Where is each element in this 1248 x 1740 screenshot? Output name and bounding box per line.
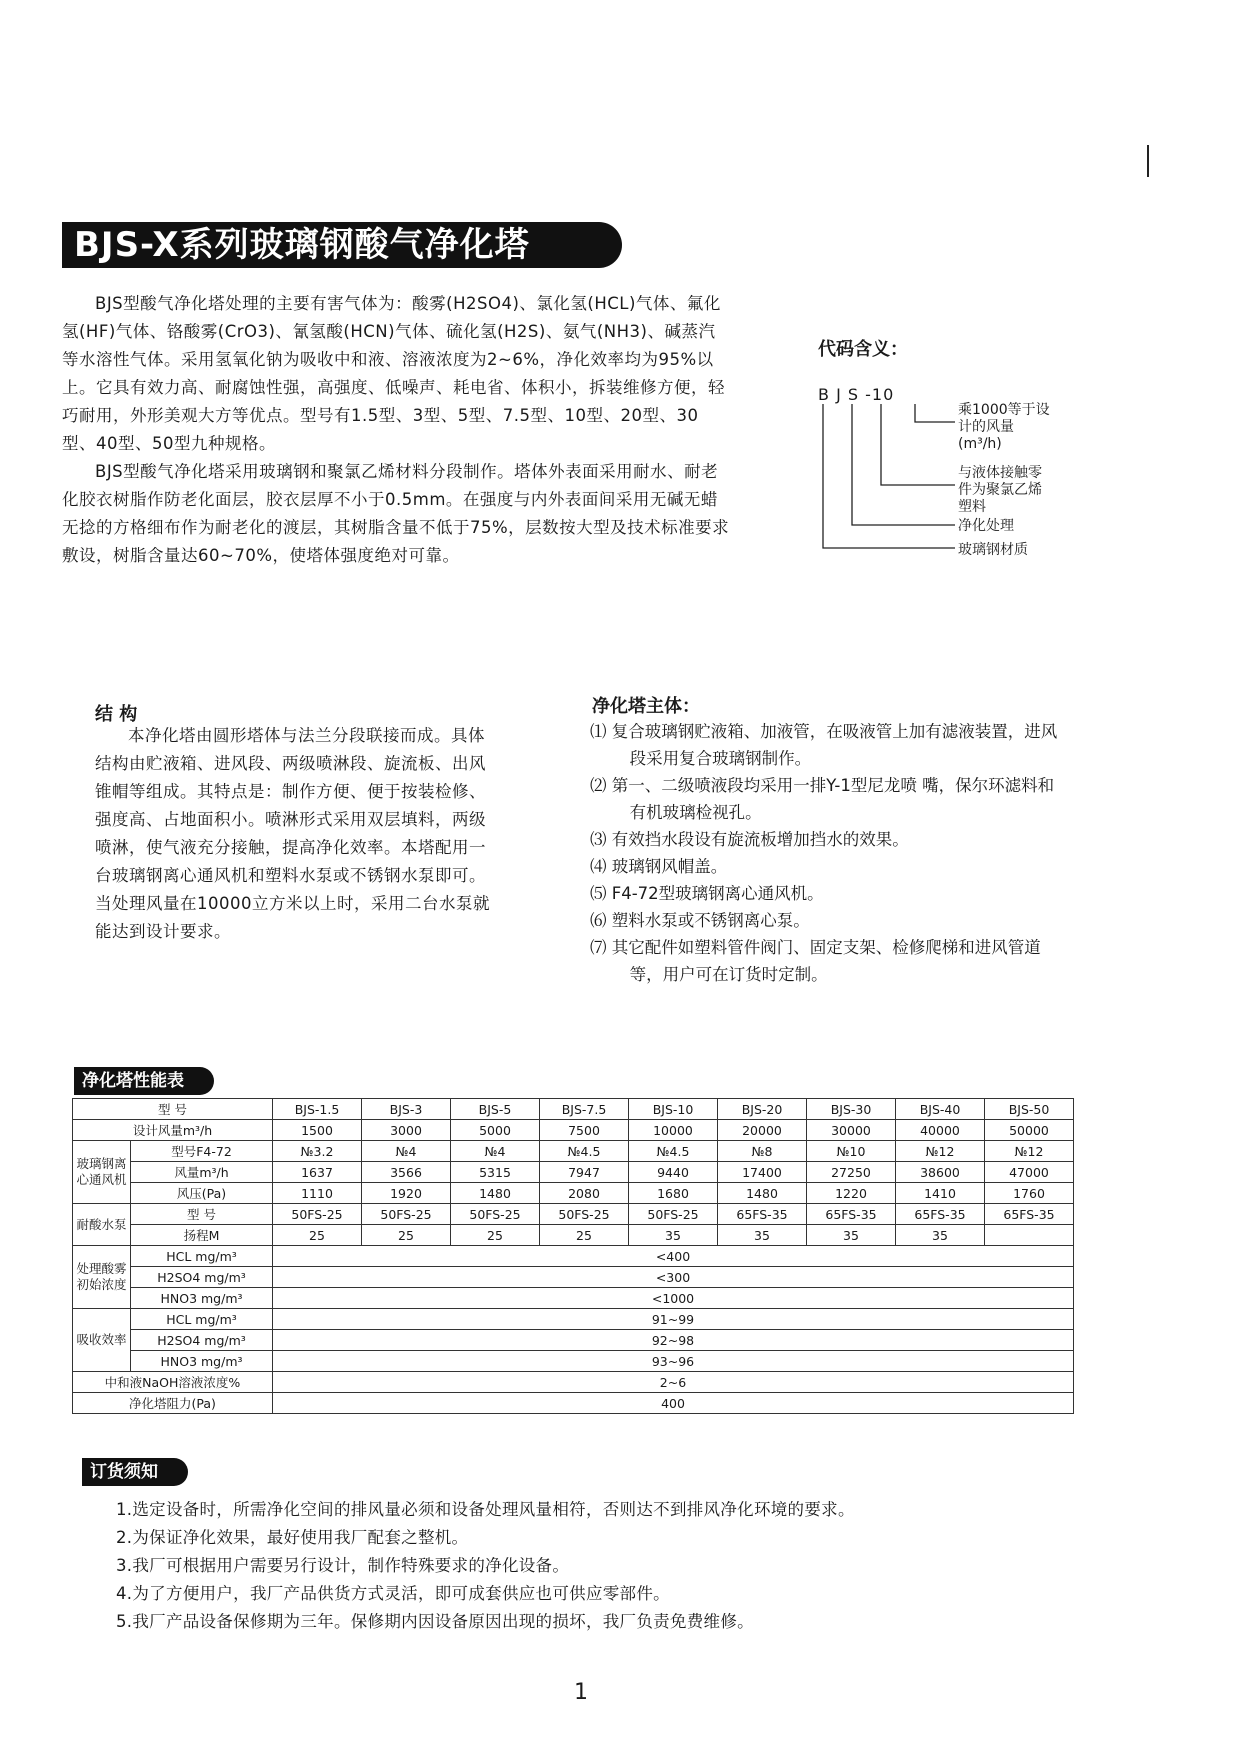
table-cell: 40000 <box>896 1120 985 1141</box>
main-body-heading: 净化塔主体： <box>592 696 700 717</box>
table-cell: 50000 <box>985 1120 1074 1141</box>
table-cell: 65FS-35 <box>896 1204 985 1225</box>
table-cell: 50FS-25 <box>629 1204 718 1225</box>
table-cell: BJS-40 <box>896 1099 985 1120</box>
naoh-label: 中和液NaOH溶液浓度% <box>73 1372 273 1393</box>
table-row <box>73 1246 1074 1267</box>
order-notes-list <box>116 1496 1116 1636</box>
table-row <box>73 1120 1074 1141</box>
table-cell: 17400 <box>718 1162 807 1183</box>
table-cell: 35 <box>807 1225 896 1246</box>
table-cell: 92~98 <box>273 1330 1074 1351</box>
eff-label: HNO3 mg/m³ <box>131 1351 273 1372</box>
table-cell: 1220 <box>807 1183 896 1204</box>
table-cell: 50FS-25 <box>540 1204 629 1225</box>
page-title: BJS-X系列玻璃钢酸气净化塔 <box>62 222 622 268</box>
table-cell: 1410 <box>896 1183 985 1204</box>
intro-paragraph-2: BJS型酸气净化塔采用玻璃钢和聚氯乙烯材料分段制作。塔体外表面采用耐水、耐老化胶衣树脂作防老化面层，胶衣层厚不小于0.5mm。在强度与内外表面间采用无碱无蜡无捻的方格细布作为耐老化的渡层，其树脂含量不低于75%，层数按大型及技术标准要求敷设，树脂含量达60~70%，使塔体强度绝对可靠。 <box>62 462 730 565</box>
table-cell: 1680 <box>629 1183 718 1204</box>
intro-paragraph-1: BJS型酸气净化塔处理的主要有害气体为：酸雾(H2SO4)、氯化氢(HCL)气体、氟化氢(HF)气体、铬酸雾(CrO3)、氰氢酸(HCN)气体、硫化氢(H2S)、氨气(NH3)、碱蒸汽等水溶性气体。采用氢氧化钠为吸收中和液、溶液浓度为2~6%，净化效率均为95%以上。它具有效力高、耐腐蚀性强，高强度、低噪声、耗电省、体积小，拆装维修方便，轻巧耐用，外形美观大方等优点。型号有1.5型、3型、5型、7.5型、10型、20型、30型、40型、50型九种规格。 <box>62 294 725 453</box>
table-cell: №3.2 <box>273 1141 362 1162</box>
structure-heading: 结 构 <box>95 704 138 725</box>
table-cell: BJS-1.5 <box>273 1099 362 1120</box>
table-cell: <400 <box>273 1246 1074 1267</box>
table-cell: 27250 <box>807 1162 896 1183</box>
table-cell: 1480 <box>718 1183 807 1204</box>
list-item: 2.为保证净化效果，最好使用我厂配套之整机。 <box>116 1528 469 1547</box>
init-label: H2SO4 mg/m³ <box>131 1267 273 1288</box>
table-cell: 50FS-25 <box>451 1204 540 1225</box>
table-cell: 35 <box>896 1225 985 1246</box>
table-row <box>73 1225 1074 1246</box>
fan-model-label: 型号F4-72 <box>131 1141 273 1162</box>
table-row <box>73 1393 1074 1414</box>
init-group-label: 处理酸雾初始浓度 <box>73 1246 131 1309</box>
table-cell: 25 <box>451 1225 540 1246</box>
table-cell: 65FS-35 <box>985 1204 1074 1225</box>
table-row <box>73 1141 1074 1162</box>
table-cell: 25 <box>362 1225 451 1246</box>
resist-label: 净化塔阻力(Pa) <box>73 1393 273 1414</box>
table-row <box>73 1288 1074 1309</box>
table-cell: 38600 <box>896 1162 985 1183</box>
table-cell: 1500 <box>273 1120 362 1141</box>
table-cell: №4 <box>451 1141 540 1162</box>
table-cell: №10 <box>807 1141 896 1162</box>
code-diagram-lines <box>815 400 965 560</box>
table-cell: 7500 <box>540 1120 629 1141</box>
list-item: ⑹ 塑料水泵或不锈钢离心泵。 <box>590 911 810 930</box>
table-cell: 7947 <box>540 1162 629 1183</box>
list-item: ⑺ 其它配件如塑料管件阀门、固定支架、检修爬梯和进风管道等，用户可在订货时定制。 <box>590 938 1041 984</box>
eff-label: H2SO4 mg/m³ <box>131 1330 273 1351</box>
init-label: HNO3 mg/m³ <box>131 1288 273 1309</box>
code-label-frp: 玻璃钢材质 <box>958 542 1028 558</box>
table-cell: <300 <box>273 1267 1074 1288</box>
table-cell: BJS-50 <box>985 1099 1074 1120</box>
table-row <box>73 1204 1074 1225</box>
table-row <box>73 1183 1074 1204</box>
list-item: ⑶ 有效挡水段设有旋流板增加挡水的效果。 <box>590 830 909 849</box>
table-cell: 3000 <box>362 1120 451 1141</box>
table-row <box>73 1372 1074 1393</box>
table-cell: BJS-20 <box>718 1099 807 1120</box>
table-cell: <1000 <box>273 1288 1074 1309</box>
table-cell: 47000 <box>985 1162 1074 1183</box>
airflow-label: 设计风量m³/h <box>73 1120 273 1141</box>
eff-group-label: 吸收效率 <box>73 1309 131 1372</box>
list-item: 4.为了方便用户，我厂产品供货方式灵活，即可成套供应也可供应零部件。 <box>116 1584 670 1603</box>
fan-air-label: 风量m³/h <box>131 1162 273 1183</box>
init-label: HCL mg/m³ <box>131 1246 273 1267</box>
table-cell: 65FS-35 <box>718 1204 807 1225</box>
fan-group-label: 玻璃钢离心通风机 <box>73 1141 131 1204</box>
code-meaning-title: 代码含义： <box>818 339 908 360</box>
fan-pressure-label: 风压(Pa) <box>131 1183 273 1204</box>
table-cell: 5315 <box>451 1162 540 1183</box>
intro-text <box>62 290 732 570</box>
table-cell: №8 <box>718 1141 807 1162</box>
table-cell: 1110 <box>273 1183 362 1204</box>
pump-group-label: 耐酸水泵 <box>73 1204 131 1246</box>
table-cell: 50FS-25 <box>362 1204 451 1225</box>
table-cell: 9440 <box>629 1162 718 1183</box>
table-cell: №4.5 <box>629 1141 718 1162</box>
table-cell: 5000 <box>451 1120 540 1141</box>
table-cell: №4 <box>362 1141 451 1162</box>
table-row <box>73 1267 1074 1288</box>
list-item: ⑸ F4-72型玻璃钢离心通风机。 <box>590 884 824 903</box>
table-cell: 35 <box>718 1225 807 1246</box>
table-cell: 2~6 <box>273 1372 1074 1393</box>
table-cell: 25 <box>273 1225 362 1246</box>
structure-paragraph: 本净化塔由圆形塔体与法兰分段联接而成。具体结构由贮液箱、进风段、两级喷淋段、旋流板、出风锥帽等组成。其特点是：制作方便、便于按装检修、强度高、占地面积小。喷淋形式采用双层填料，两级喷淋，使气液充分接触，提高净化效率。本塔配用一台玻璃钢离心通风机和塑料水泵或不锈钢水泵即可。当处理风量在10000立方米以上时，采用二台水泵就能达到设计要求。 <box>95 726 490 941</box>
code-label-airflow: 乘1000等于设计的风量(m³/h) <box>958 402 1050 452</box>
table-cell: BJS-7.5 <box>540 1099 629 1120</box>
list-item: ⑷ 玻璃钢风帽盖。 <box>590 857 728 876</box>
table-cell: 65FS-35 <box>807 1204 896 1225</box>
table-cell: BJS-3 <box>362 1099 451 1120</box>
margin-mark <box>1147 145 1149 177</box>
list-item: 5.我厂产品设备保修期为三年。保修期内因设备原因出现的损坏，我厂负责免费维修。 <box>116 1612 754 1631</box>
page-number: 1 <box>574 1680 588 1705</box>
table-cell: 2080 <box>540 1183 629 1204</box>
pump-model-label: 型 号 <box>131 1204 273 1225</box>
table-cell: BJS-5 <box>451 1099 540 1120</box>
main-body-list <box>590 718 1060 988</box>
table-row <box>73 1351 1074 1372</box>
list-item: ⑴ 复合玻璃钢贮液箱、加液管，在吸液管上加有滤液装置，进风段采用复合玻璃钢制作。 <box>590 722 1058 768</box>
list-item: 1.选定设备时，所需净化空间的排风量必须和设备处理风量相符，否则达不到排风净化环境的要求。 <box>116 1500 855 1519</box>
table-cell: №12 <box>896 1141 985 1162</box>
structure-text <box>95 722 495 946</box>
table-cell: 1480 <box>451 1183 540 1204</box>
table-cell: 1920 <box>362 1183 451 1204</box>
table-cell: BJS-10 <box>629 1099 718 1120</box>
table-cell: 93~96 <box>273 1351 1074 1372</box>
table-cell: 25 <box>540 1225 629 1246</box>
table-cell: 91~99 <box>273 1309 1074 1330</box>
code-label-pvc: 与液体接触零件为聚氯乙烯塑料 <box>958 465 1042 515</box>
table-cell: №12 <box>985 1141 1074 1162</box>
table-cell: 400 <box>273 1393 1074 1414</box>
table-row <box>73 1099 1074 1120</box>
table-cell: 3566 <box>362 1162 451 1183</box>
table-cell: 30000 <box>807 1120 896 1141</box>
code-label-purify: 净化处理 <box>958 518 1014 534</box>
list-item: 3.我厂可根据用户需要另行设计，制作特殊要求的净化设备。 <box>116 1556 570 1575</box>
code-letters: B J S -10 <box>818 385 895 404</box>
model-label: 型 号 <box>73 1099 273 1120</box>
eff-label: HCL mg/m³ <box>131 1309 273 1330</box>
table-row <box>73 1309 1074 1330</box>
table-cell: 1760 <box>985 1183 1074 1204</box>
table-cell: 50FS-25 <box>273 1204 362 1225</box>
table-cell: 20000 <box>718 1120 807 1141</box>
table-cell: 10000 <box>629 1120 718 1141</box>
table-cell-empty <box>985 1225 1074 1246</box>
table-row <box>73 1330 1074 1351</box>
table-cell: 1637 <box>273 1162 362 1183</box>
table-cell: BJS-30 <box>807 1099 896 1120</box>
table-cell: №4.5 <box>540 1141 629 1162</box>
performance-table <box>72 1098 1074 1414</box>
list-item: ⑵ 第一、二级喷液段均采用一排Y-1型尼龙喷 嘴，保尔环滤料和有机玻璃检视孔。 <box>590 776 1055 822</box>
perf-table-tag: 净化塔性能表 <box>74 1067 214 1095</box>
pump-head-label: 扬程M <box>131 1225 273 1246</box>
table-row <box>73 1162 1074 1183</box>
table-cell: 35 <box>629 1225 718 1246</box>
order-notes-tag: 订货须知 <box>82 1458 188 1486</box>
